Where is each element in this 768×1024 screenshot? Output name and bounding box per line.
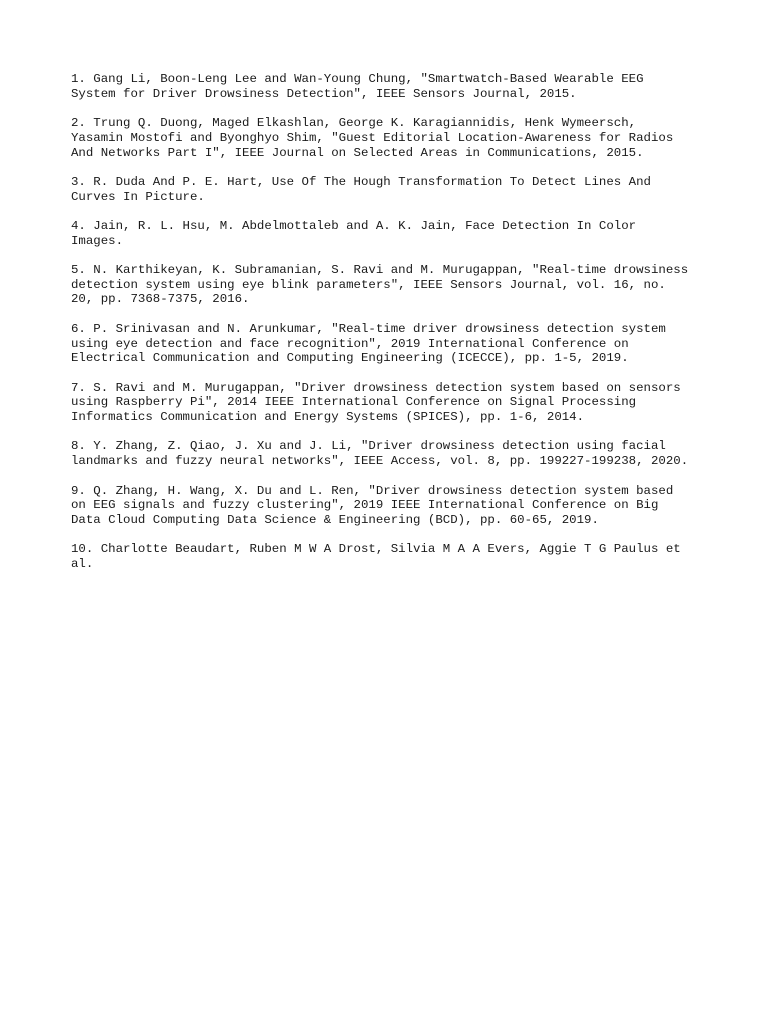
reference-item-2 [71,116,711,160]
reference-item-5 [71,263,711,307]
reference-line: 2. Trung Q. Duong, Maged Elkashlan, George K. Karagiannidis, Henk Wymeersch, [71,116,637,131]
reference-item-1 [71,72,711,101]
reference-line: 10. Charlotte Beaudart, Ruben M W A Drost, Silvia M A A Evers, Aggie T G Paulus et [71,542,681,557]
reference-line: al. [71,557,94,572]
reference-line: 7. S. Ravi and M. Murugappan, "Driver drowsiness detection system based on sensors [71,380,681,395]
reference-item-8 [71,439,711,468]
reference-line: Yasamin Mostofi and Byonghyo Shim, "Guest Editorial Location-Awareness for Radios [71,130,674,145]
reference-line: on EEG signals and fuzzy clustering", 2019 IEEE International Conference on Big [71,498,659,513]
reference-line: Images. [71,233,124,248]
reference-list [71,72,711,586]
reference-line: using eye detection and face recognition", 2019 International Conference on [71,336,629,351]
reference-line: 8. Y. Zhang, Z. Qiao, J. Xu and J. Li, "Driver drowsiness detection using facial [71,439,666,454]
reference-line: detection system using eye blink parameters", IEEE Sensors Journal, vol. 16, no. [71,277,666,292]
reference-line: Informatics Communication and Energy Systems (SPICES), pp. 1-6, 2014. [71,410,585,425]
reference-line: using Raspberry Pi", 2014 IEEE International Conference on Signal Processing [71,395,637,410]
reference-line: System for Driver Drowsiness Detection", IEEE Sensors Journal, 2015. [71,86,577,101]
reference-line: Electrical Communication and Computing Engineering (ICECCE), pp. 1-5, 2019. [71,351,629,366]
reference-item-9 [71,484,711,528]
reference-line: 6. P. Srinivasan and N. Arunkumar, "Real-time driver drowsiness detection system [71,321,666,336]
reference-item-3 [71,175,711,204]
reference-line: 5. N. Karthikeyan, K. Subramanian, S. Ravi and M. Murugappan, "Real-time drowsiness [71,263,689,278]
reference-line: landmarks and fuzzy neural networks", IEEE Access, vol. 8, pp. 199227-199238, 2020. [71,454,689,469]
reference-item-4 [71,219,711,248]
reference-item-7 [71,381,711,425]
reference-line: 4. Jain, R. L. Hsu, M. Abdelmottaleb and A. K. Jain, Face Detection In Color [71,218,637,233]
reference-line: And Networks Part I", IEEE Journal on Selected Areas in Communications, 2015. [71,145,644,160]
reference-item-10 [71,542,711,571]
reference-line: Data Cloud Computing Data Science & Engineering (BCD), pp. 60-65, 2019. [71,512,599,527]
reference-line: 1. Gang Li, Boon-Leng Lee and Wan-Young Chung, "Smartwatch-Based Wearable EEG [71,72,644,86]
reference-line: 3. R. Duda And P. E. Hart, Use Of The Hough Transformation To Detect Lines And [71,174,651,189]
reference-line: 20, pp. 7368-7375, 2016. [71,292,250,307]
reference-line: 9. Q. Zhang, H. Wang, X. Du and L. Ren, "Driver drowsiness detection system based [71,483,674,498]
reference-item-6 [71,322,711,366]
reference-line: Curves In Picture. [71,189,205,204]
